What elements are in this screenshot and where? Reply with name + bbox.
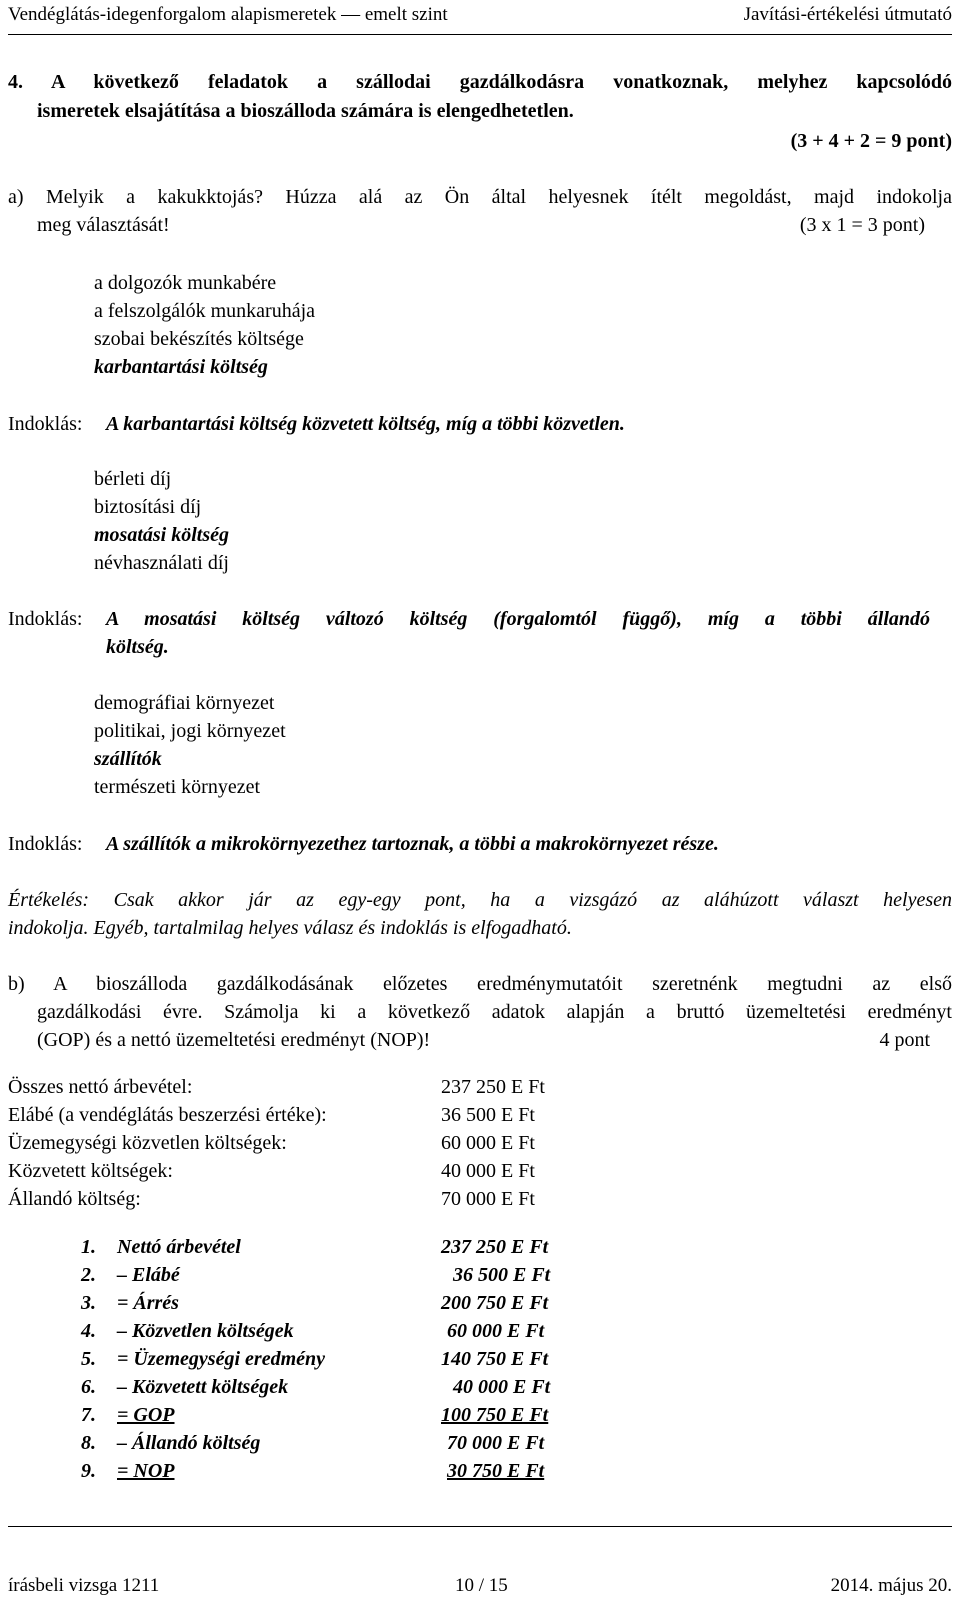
header-rule (8, 34, 952, 35)
task-title-line2: ismeretek elsajátítása a bioszálloda számára is elengedhetetlen. (37, 100, 574, 122)
solution-value: 70 000 E Ft (447, 1432, 545, 1454)
option-text: névhasználati díj (94, 552, 229, 574)
data-value: 36 500 E Ft (441, 1104, 535, 1126)
solution-label: = Árrés (117, 1292, 179, 1314)
solution-label: – Közvetett költségek (117, 1376, 289, 1398)
solution-value: 237 250 E Ft (441, 1236, 549, 1258)
header-right: Javítási-értékelési útmutató (743, 4, 952, 25)
header-left: Vendéglátás-idegenforgalom alapismeretek — emelt szint (8, 4, 448, 25)
data-value: 237 250 E Ft (441, 1076, 545, 1098)
reason-text-line2: költség. (106, 636, 169, 658)
solution-num: 8. (81, 1432, 96, 1454)
solution-label: Nettó árbevétel (117, 1236, 241, 1258)
option-text: a felszolgálók munkaruhája (94, 300, 316, 322)
part-a-question-line2: meg választását! (37, 214, 170, 236)
task-total-points: (3 + 4 + 2 = 9 pont) (790, 130, 952, 152)
solution-num: 7. (81, 1404, 96, 1426)
solution-value: 140 750 E Ft (441, 1348, 549, 1370)
reason-label: Indoklás: (8, 608, 83, 630)
solution-label: = NOP (117, 1460, 175, 1482)
option-answer: karbantartási költség (94, 356, 268, 378)
solution-value: 40 000 E Ft (453, 1376, 551, 1398)
option-text: bérleti díj (94, 468, 172, 490)
option-text: demográfiai környezet (94, 692, 275, 714)
solution-value: 200 750 E Ft (441, 1292, 549, 1314)
data-value: 70 000 E Ft (441, 1188, 535, 1210)
solution-value: 36 500 E Ft (453, 1264, 551, 1286)
solution-label: = GOP (117, 1404, 175, 1426)
option-text: biztosítási díj (94, 496, 202, 518)
solution-value: 60 000 E Ft (447, 1320, 545, 1342)
evaluation-line2: indokolja. Egyéb, tartalmilag helyes válasz és indoklás is elfogadható. (8, 917, 572, 939)
part-a-question-line1: a) Melyik a kakukktojás? Húzza alá az Ön által helyesnek ítélt megoldást, majd indokolja (8, 186, 952, 208)
reason-text: A szállítók a mikrokörnyezethez tartoznak, a többi a makrokörnyezet része. (106, 833, 719, 855)
solution-value: 100 750 E Ft (441, 1404, 549, 1426)
footer-rule (8, 1526, 952, 1527)
option-text: a dolgozók munkabére (94, 272, 277, 294)
solution-num: 6. (81, 1376, 96, 1398)
solution-num: 1. (81, 1236, 96, 1258)
solution-num: 9. (81, 1460, 96, 1482)
task-title-line1: 4. A következő feladatok a szállodai gazdálkodásra vonatkoznak, melyhez kapcsolódó (8, 71, 952, 93)
part-b-question-line1: b) A bioszálloda gazdálkodásának előzetes eredménymutatóit szeretnénk megtudni az első (8, 973, 952, 995)
data-label: Üzemegységi közvetlen költségek: (8, 1132, 287, 1154)
data-label: Állandó költség: (8, 1188, 141, 1210)
footer-page: 10 / 15 (455, 1575, 508, 1596)
part-b-question-line3: (GOP) és a nettó üzemeltetési eredményt (NOP)! (37, 1029, 431, 1051)
part-b-question-line2: gazdálkodási évre. Számolja ki a következő adatok alapján a bruttó üzemeltetési eredményt (37, 1001, 952, 1023)
data-label: Elábé (a vendéglátás beszerzési értéke): (8, 1104, 327, 1126)
evaluation-line1: Értékelés: Csak akkor jár az egy-egy pont, ha a vizsgázó az aláhúzott választ helyesen (8, 889, 952, 911)
footer-left: írásbeli vizsga 1211 (8, 1575, 160, 1596)
solution-label: – Állandó költség (117, 1432, 261, 1454)
solution-label: – Közvetlen költségek (117, 1320, 294, 1342)
solution-num: 3. (81, 1292, 96, 1314)
part-a-points: (3 x 1 = 3 pont) (799, 214, 925, 236)
reason-text-line1: A mosatási költség változó költség (forgalomtól függő), míg a többi állandó (106, 608, 930, 630)
solution-num: 5. (81, 1348, 96, 1370)
solution-label: = Üzemegységi eredmény (117, 1348, 325, 1370)
solution-label: – Elábé (117, 1264, 180, 1286)
reason-text: A karbantartási költség közvetett költség, míg a többi közvetlen. (106, 413, 625, 435)
solution-value: 30 750 E Ft (447, 1460, 545, 1482)
reason-label: Indoklás: (8, 833, 83, 855)
reason-label: Indoklás: (8, 413, 83, 435)
option-answer: mosatási költség (94, 524, 230, 546)
option-text: politikai, jogi környezet (94, 720, 286, 742)
data-value: 40 000 E Ft (441, 1160, 535, 1182)
data-value: 60 000 E Ft (441, 1132, 535, 1154)
option-answer: szállítók (94, 748, 162, 770)
footer-right: 2014. május 20. (830, 1575, 952, 1596)
data-label: Közvetett költségek: (8, 1160, 173, 1182)
option-text: természeti környezet (94, 776, 261, 798)
part-b-points: 4 pont (879, 1029, 930, 1051)
solution-num: 4. (81, 1320, 96, 1342)
solution-num: 2. (81, 1264, 96, 1286)
data-label: Összes nettó árbevétel: (8, 1076, 193, 1098)
option-text: szobai bekészítés költsége (94, 328, 304, 350)
